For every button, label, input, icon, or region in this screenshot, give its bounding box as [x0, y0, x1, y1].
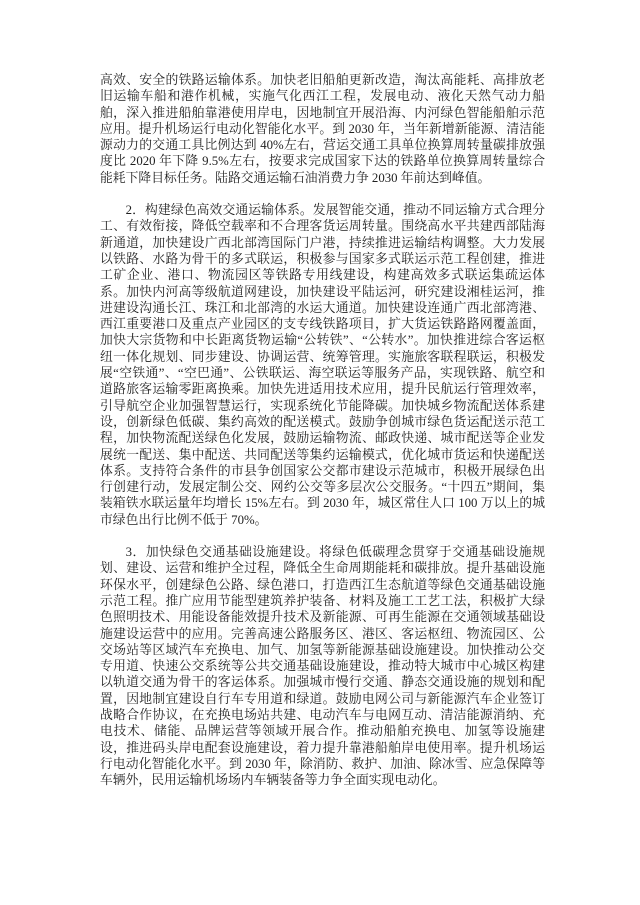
paragraph-item-2: 2．构建绿色高效交通运输体系。发展智能交通，推动不同运输方式合理分工、有效衔接，降低空载率和不合理客货运周转量。围绕高水平共建西部陆海新通道，加快建设广西北部湾国际门户港，持续推进运输结构调整。大力发展以铁路、水路为骨干的多式联运，积极参与国家多式联运示范工程创建，推进工矿企业、港口、物流园区等铁路专用线建设，构建高效多式联运集疏运体系。加快内河高等级航道网建设，加快建设平陆运河，研究建设湘桂运河，推进建设沟通长江、珠江和北部湾的水运大通道。加快建设连通广西北部湾港、西江重要港口及重点产业园区的支专线铁路项目，扩大货运铁路路网覆盖面，加快大宗货物和中长距离货物运输“公转铁”、“公转水”。加快推进综合客运枢纽一体化规划、同步建设、协调运营、统筹管理。实施旅客联程联运，积极发展“空铁通”、“空巴通”、公铁联运、海空联运等服务产品，实现铁路、航空和道路旅客运输零距离换乘。加快先进适用技术应用，提升民航运行管理效率，引导航空企业加强智慧运行，实现系统化节能降碳。加快城乡物流配送体系建设，创新绿色低碳、集约高效的配送模式。鼓励争创城市绿色货运配送示范工程，加快物流配送绿色化发展，鼓励运输物流、邮政快递、城市配送等企业发展统一配送、集中配送、共同配送等集约运输模式，优化城市货运和快递配送体系。支持符合条件的市县争创国家公交都市建设示范城市，积极开展绿色出行创建行动，发展定制公交、网约公交等多层次公交服务。“十四五”期间，集装箱铁水联运量年均增长 15%左右。到 2030 年，城区常住人口 100 万以上的城市绿色出行比例不低于 70%。: [100, 203, 545, 527]
paragraph-item-3: 3．加快绿色交通基础设施建设。将绿色低碳理念贯穿于交通基础设施规划、建设、运营和维护全过程，降低全生命周期能耗和碳排放。提升基础设施环保水平，创建绿色公路、绿色港口，打造西江生态航道等绿色交通基础设施示范工程。推广应用节能型建筑养护装备、材料及施工工艺工法，积极扩大绿色照明技术、用能设备能效提升技术及新能源、可再生能源在交通领域基础设施建设运营中的应用。完善高速公路服务区、港区、客运枢纽、物流园区、公交场站等区域汽车充换电、加气、加氢等新能源基础设施建设。加快推动公交专用道、快速公交系统等公共交通基础设施建设，推动特大城市中心城区构建以轨道交通为骨干的客运体系。加强城市慢行交通、静态交通设施的规划和配置，因地制宜建设自行车专用道和绿道。鼓励电网公司与新能源汽车企业签订战略合作协议，在充换电场站共建、电动汽车与电网互动、清洁能源消纳、充电技术、储能、品牌运营等领域开展合作。推动船舶充换电、加氢等设施建设，推进码头岸电配套设施建设，着力提升靠港船舶岸电使用率。提升机场运行电动化智能化水平。到 2030 年，除消防、救护、加油、除冰雪、应急保障等车辆外，民用运输机场场内车辆装备等力争全面实现电动化。: [100, 545, 545, 788]
paragraph-continuation: 高效、安全的铁路运输体系。加快老旧船舶更新改造，淘汰高能耗、高排放老旧运输车船和港作机械，实施气化西江工程，发展电动、液化天然气动力船舶，深入推进船舶靠港使用岸电，因地制宜开展沿海、内河绿色智能船舶示范应用。提升机场运行电动化智能化水平。到 2030 年，当年新增新能源、清洁能源动力的交通工具比例达到 40%左右，营运交通工具单位换算周转量碳排放强度比 2020 年下降 9.5%左右，按要求完成国家下达的铁路单位换算周转量综合能耗下降目标任务。陆路交通运输石油消费力争 2030 年前达到峰值。: [100, 73, 545, 185]
